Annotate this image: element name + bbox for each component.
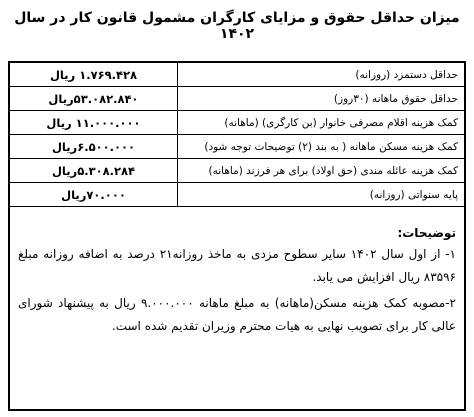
row-value: ۵۳.۰۸۲.۸۴۰ریال bbox=[10, 87, 178, 111]
row-label: حداقل حقوق ماهانه (۳۰روز) bbox=[178, 87, 465, 111]
row-label: حداقل دستمزد (روزانه) bbox=[178, 63, 465, 87]
note-item: ۲-مصوبه کمک هزینه مسکن(ماهانه) به مبلغ ماهانه ۹.۰۰۰.۰۰۰ ریال به پیشنهاد شورای عالی کار برای تصویب نهایی به هیات محترم وزیران تقدیم شده است. bbox=[18, 296, 456, 333]
notes-section bbox=[10, 225, 464, 338]
table-row bbox=[10, 183, 464, 207]
row-label: پایه سنواتی (روزانه) bbox=[178, 183, 465, 207]
salary-table bbox=[10, 63, 464, 207]
row-value: ۵.۳۰۸.۲۸۴ریال bbox=[10, 159, 178, 183]
table-row bbox=[10, 159, 464, 183]
table-row bbox=[10, 87, 464, 111]
note-item: ۱- از اول سال ۱۴۰۲ سایر سطوح مزدی به ماخذ روزانه۲۱ درصد به اضافه روزانه مبلغ ۸۳۵۹۶ ریال افزایش می یابد. bbox=[18, 247, 456, 284]
table-row bbox=[10, 111, 464, 135]
row-label: کمک هزینه عائله مندی (حق اولاد) برای هر فرزند (ماهانه) bbox=[178, 159, 465, 183]
row-value: ۱.۷۶۹.۴۲۸ ریال bbox=[10, 63, 178, 87]
row-label: کمک هزینه اقلام مصرفی خانوار (بن کارگری) (ماهانه) bbox=[178, 111, 465, 135]
table-row bbox=[10, 63, 464, 87]
document-frame bbox=[8, 61, 466, 411]
table-row bbox=[10, 135, 464, 159]
row-value: ۶.۵۰۰.۰۰۰ریال bbox=[10, 135, 178, 159]
row-value: ۷۰.۰۰۰ریال bbox=[10, 183, 178, 207]
row-label: کمک هزینه مسکن ماهانه ( به بند (۲) توضیحات توجه شود) bbox=[178, 135, 465, 159]
notes-title: توضیحات: bbox=[397, 226, 456, 240]
page-title: میزان حداقل حقوق و مزایای کارگران مشمول قانون کار در سال ۱۴۰۲ bbox=[14, 10, 460, 42]
row-value: ۱۱.۰۰۰.۰۰۰ ریال bbox=[10, 111, 178, 135]
